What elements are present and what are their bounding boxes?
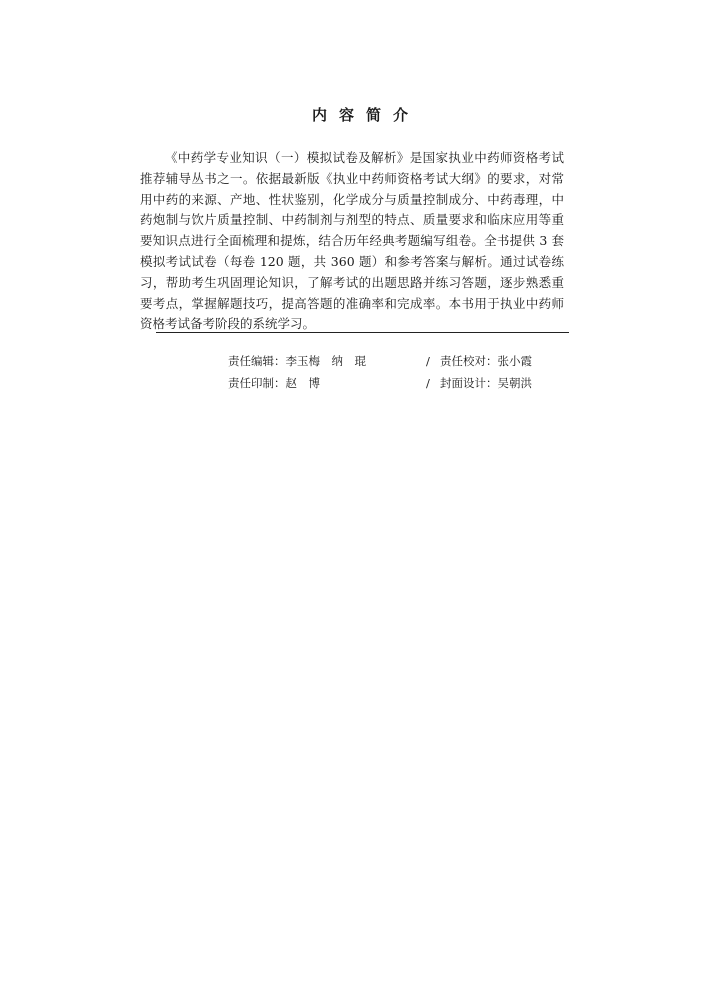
credit-separator: / bbox=[426, 354, 430, 368]
credits-block bbox=[228, 350, 548, 394]
page-title: 内容简介 bbox=[311, 106, 420, 124]
credit-row-production bbox=[228, 372, 548, 394]
credit-editor: 责任编辑：李玉梅 纳 琨 bbox=[228, 354, 366, 368]
credit-row-editors bbox=[228, 350, 548, 372]
credit-proofreader: 责任校对：张小霞 bbox=[440, 354, 532, 368]
intro-paragraph: 《中药学专业知识（一）模拟试卷及解析》是国家执业中药师资格考试推荐辅导丛书之一。依据最新版《执业中药师资格考试大纲》的要求，对常用中药的来源、产地、性状鉴别，化学成分与质量控制成分、中药毒理，中药炮制与饮片质量控制、中药制剂与剂型的特点、质量要求和临床应用等重要知识点进行全面梳理和提炼，结合历年经典考题编写组卷。全书提供 3 套模拟考试试卷（每卷 120 题，共 360 题）和参考答案与解析。通过试卷练习，帮助考生巩固理论知识，了解考试的出题思路并练习答题，逐步熟悉重要考点，掌握解题技巧，提高答题的准确率和完成率。本书用于执业中药师资格考试备考阶段的系统学习。 bbox=[140, 150, 564, 332]
credit-cover-design: 封面设计：吴朝洪 bbox=[440, 376, 532, 390]
divider-line bbox=[156, 332, 569, 333]
credit-printing: 责任印制：赵 博 bbox=[228, 376, 320, 390]
credit-separator: / bbox=[426, 376, 430, 390]
